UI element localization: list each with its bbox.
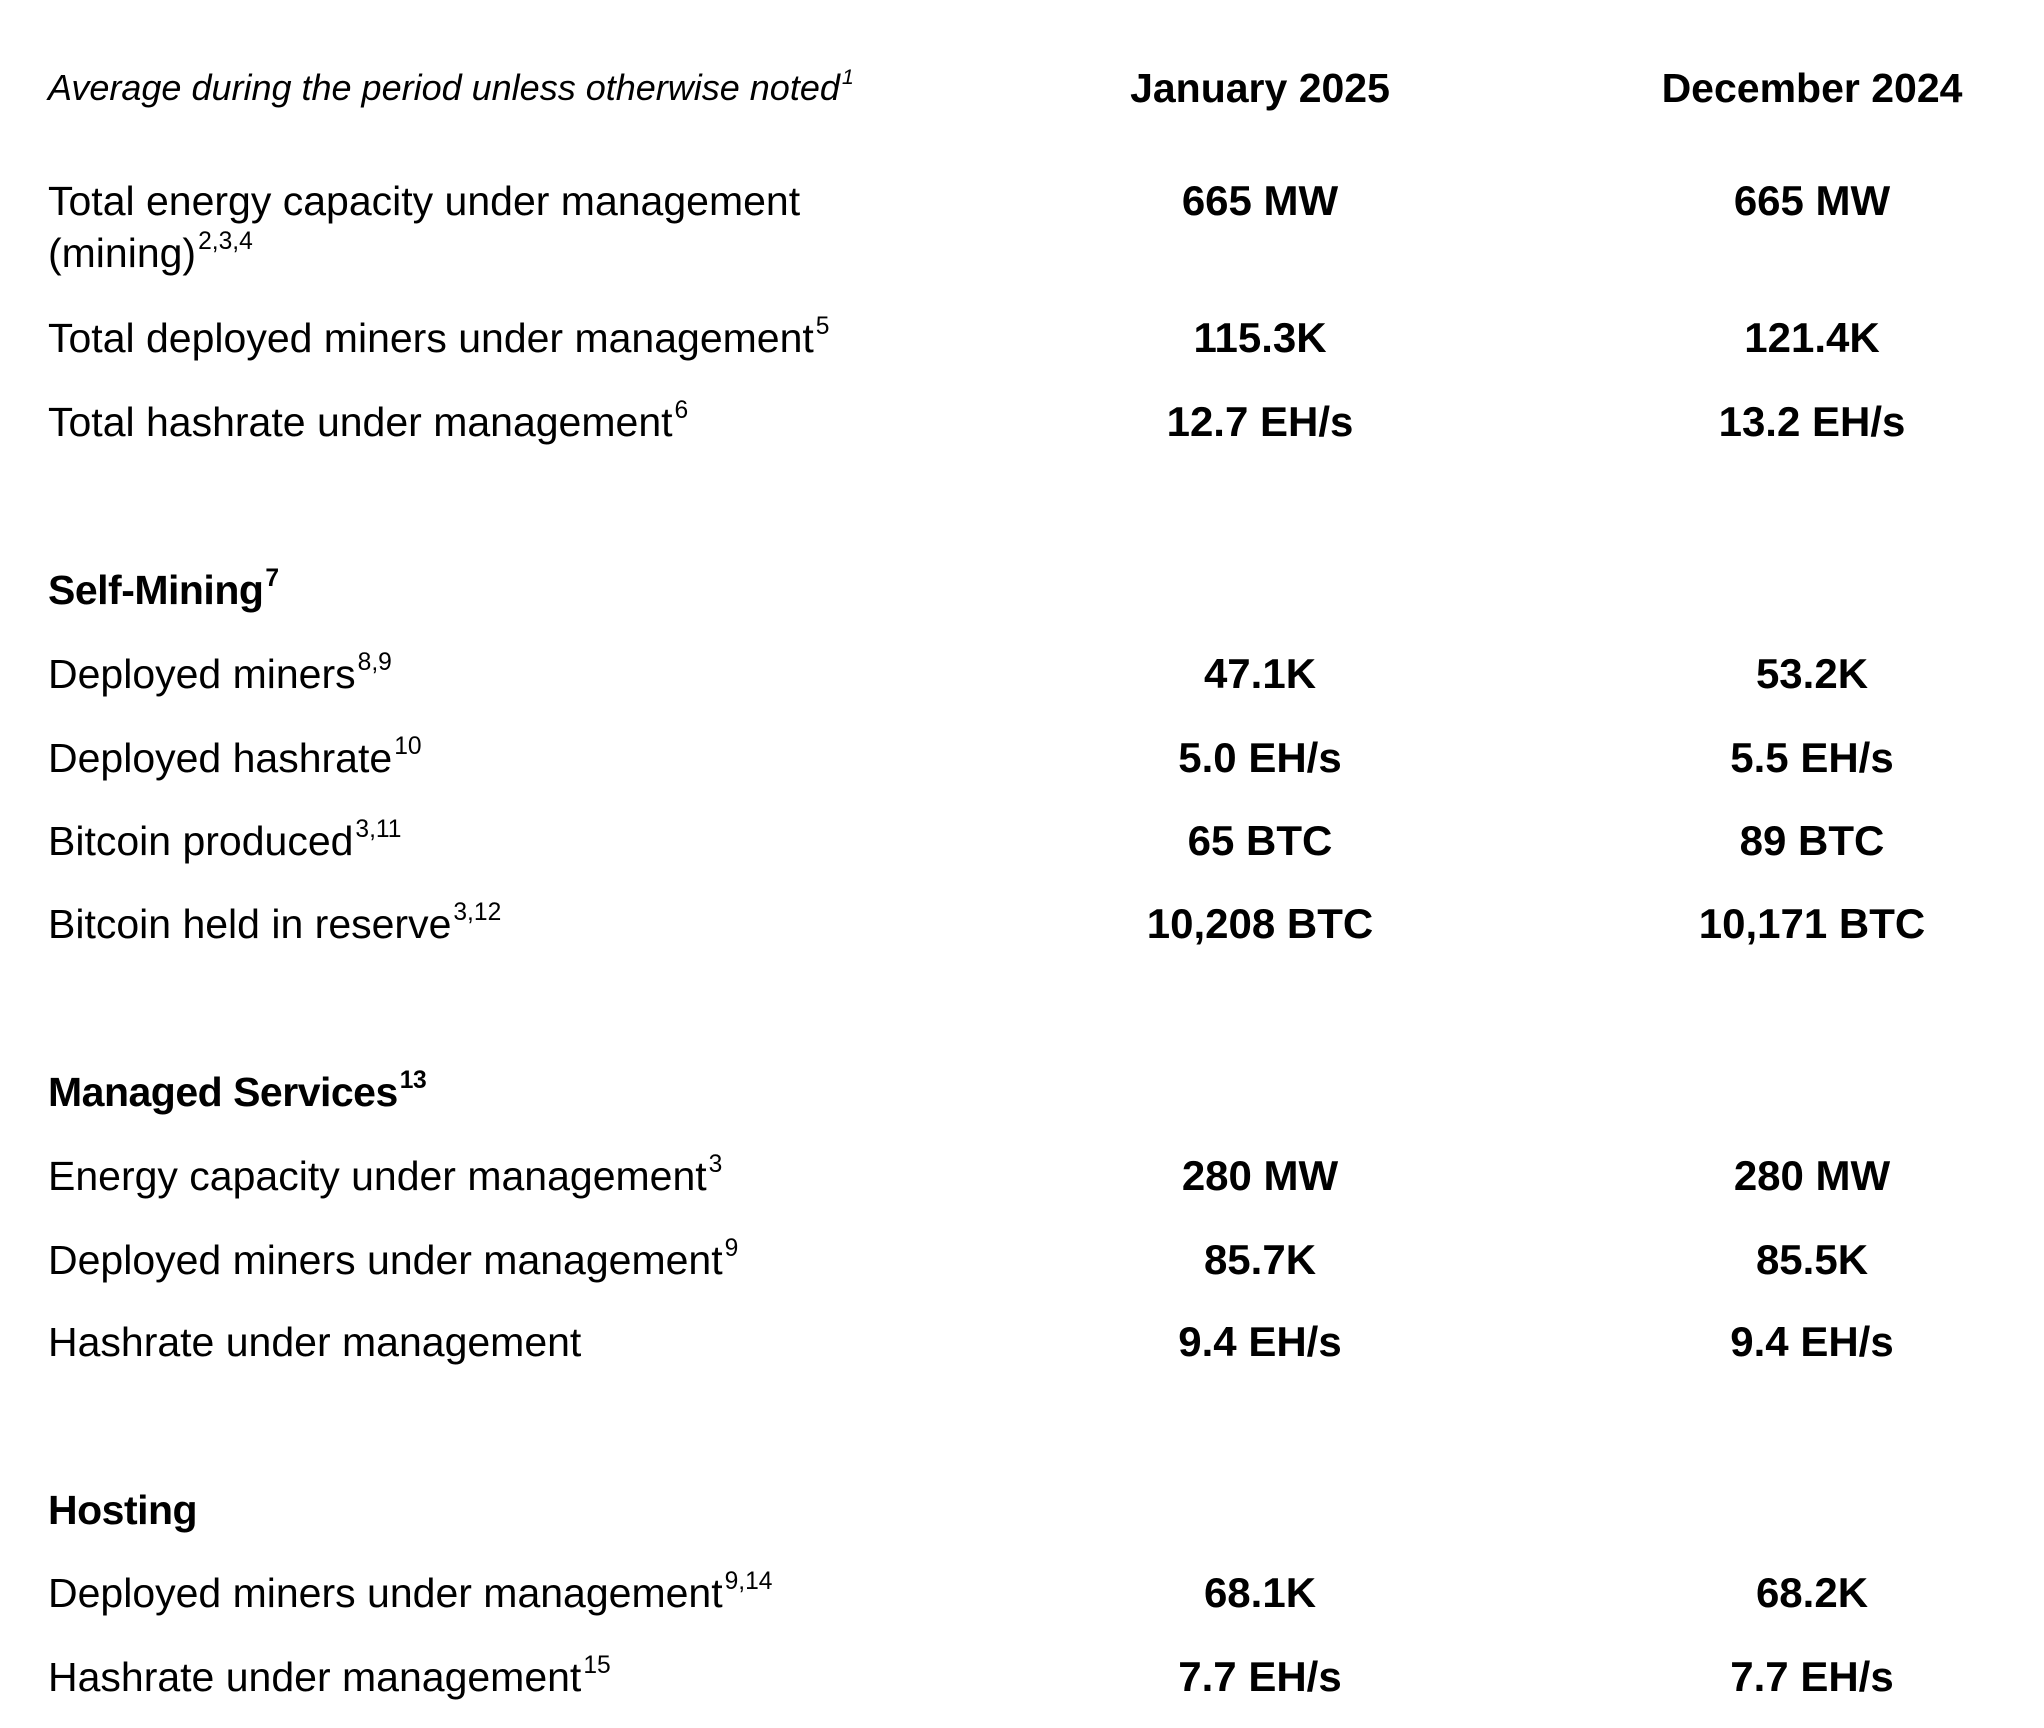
- value-january-2025: 280 MW: [1181, 1152, 1339, 1199]
- footnote-ref: 9,14: [724, 1567, 773, 1595]
- footnote-ref: 7: [265, 564, 279, 592]
- footnote-ref: 3,12: [453, 898, 502, 926]
- value-january-2025: 85.7K: [1203, 1236, 1317, 1283]
- row-label: Deployed miners under management$^9$: [48, 1234, 739, 1283]
- footnote-ref: 1: [841, 63, 854, 89]
- column-header-january-2025: January 2025: [1130, 65, 1390, 111]
- section-heading-self-mining: [0, 564, 2044, 624]
- value-january-2025: 12.7 EH/s: [1166, 398, 1354, 445]
- section-title: Self-Mining$^7$: [48, 564, 279, 613]
- row-label: Bitcoin produced$^{3,11}$: [48, 815, 402, 864]
- value-january-2025: 665 MW: [1181, 177, 1339, 224]
- value-january-2025: 7.7 EH/s: [1178, 1653, 1342, 1700]
- table-row: [0, 312, 2044, 372]
- footnote-ref: 13: [399, 1066, 427, 1094]
- row-label: Energy capacity under management$^3$: [48, 1150, 723, 1199]
- period-note: [48, 62, 854, 114]
- row-label: Deployed miners$^{8,9}$: [48, 648, 392, 697]
- value-december-2024: 68.2K: [1755, 1569, 1869, 1616]
- footnote-ref: 6: [674, 396, 689, 424]
- value-december-2024: 121.4K: [1744, 314, 1880, 361]
- footnote-ref: 5: [815, 312, 830, 340]
- table-row: [0, 1651, 2044, 1711]
- table-header: [0, 62, 2044, 122]
- value-january-2025: 68.1K: [1203, 1569, 1317, 1616]
- table-row: [0, 175, 2044, 279]
- value-december-2024: 5.5 EH/s: [1730, 734, 1894, 781]
- value-january-2025: 115.3K: [1193, 314, 1327, 361]
- footnote-ref: 2,3,4: [198, 227, 253, 255]
- table-row: [0, 732, 2044, 792]
- value-december-2024: 9.4 EH/s: [1730, 1318, 1894, 1365]
- row-label: Hashrate under management: [48, 1319, 582, 1365]
- value-january-2025: 47.1K: [1203, 650, 1317, 697]
- row-label: Deployed hashrate$^{10}$: [48, 732, 422, 781]
- row-label: Deployed miners under management$^{9,14}$: [48, 1567, 773, 1616]
- footnote-ref: 10: [394, 732, 422, 760]
- footnote-ref: 9: [724, 1234, 739, 1262]
- value-december-2024: 280 MW: [1733, 1152, 1891, 1199]
- value-december-2024: 10,171 BTC: [1698, 900, 1926, 947]
- table-row: [0, 396, 2044, 456]
- table-row: [0, 815, 2044, 875]
- table-row: [0, 1234, 2044, 1294]
- value-december-2024: 85.5K: [1755, 1236, 1869, 1283]
- value-december-2024: 53.2K: [1755, 650, 1869, 697]
- footnote-ref: 3,11: [355, 815, 402, 843]
- period-note-text: Average during the period unless otherwise noted: [48, 67, 840, 108]
- table-row: [0, 898, 2044, 958]
- row-label: Total hashrate under management$^6$: [48, 396, 689, 445]
- table-row: [0, 648, 2044, 708]
- value-january-2025: 9.4 EH/s: [1178, 1318, 1342, 1365]
- row-label: Hashrate under management$^{15}$: [48, 1651, 611, 1700]
- section-heading-managed-services: [0, 1066, 2044, 1126]
- value-january-2025: 10,208 BTC: [1146, 900, 1374, 947]
- value-december-2024: 665 MW: [1733, 177, 1891, 224]
- value-december-2024: 13.2 EH/s: [1718, 398, 1906, 445]
- row-label: Total deployed miners under management$^5$: [48, 312, 830, 361]
- section-title: Hosting: [48, 1487, 198, 1533]
- table-row: [0, 1567, 2044, 1627]
- footnote-ref: 15: [583, 1651, 611, 1679]
- value-december-2024: 89 BTC: [1739, 817, 1885, 864]
- row-label: Bitcoin held in reserve$^{3,12}$: [48, 898, 502, 947]
- value-january-2025: 65 BTC: [1187, 817, 1333, 864]
- table-row: [0, 1316, 2044, 1376]
- footnote-ref: 3: [708, 1150, 723, 1178]
- row-label: Total energy capacity under management (mining)$^{2,3,4}$: [48, 178, 801, 276]
- footnote-ref: 8,9: [357, 648, 392, 676]
- table-row: [0, 1150, 2044, 1210]
- section-title: Managed Services$^{13}$: [48, 1066, 427, 1115]
- section-heading-hosting: [0, 1484, 2044, 1544]
- value-december-2024: 7.7 EH/s: [1730, 1653, 1894, 1700]
- value-january-2025: 5.0 EH/s: [1178, 734, 1342, 781]
- column-header-december-2024: December 2024: [1661, 65, 1963, 111]
